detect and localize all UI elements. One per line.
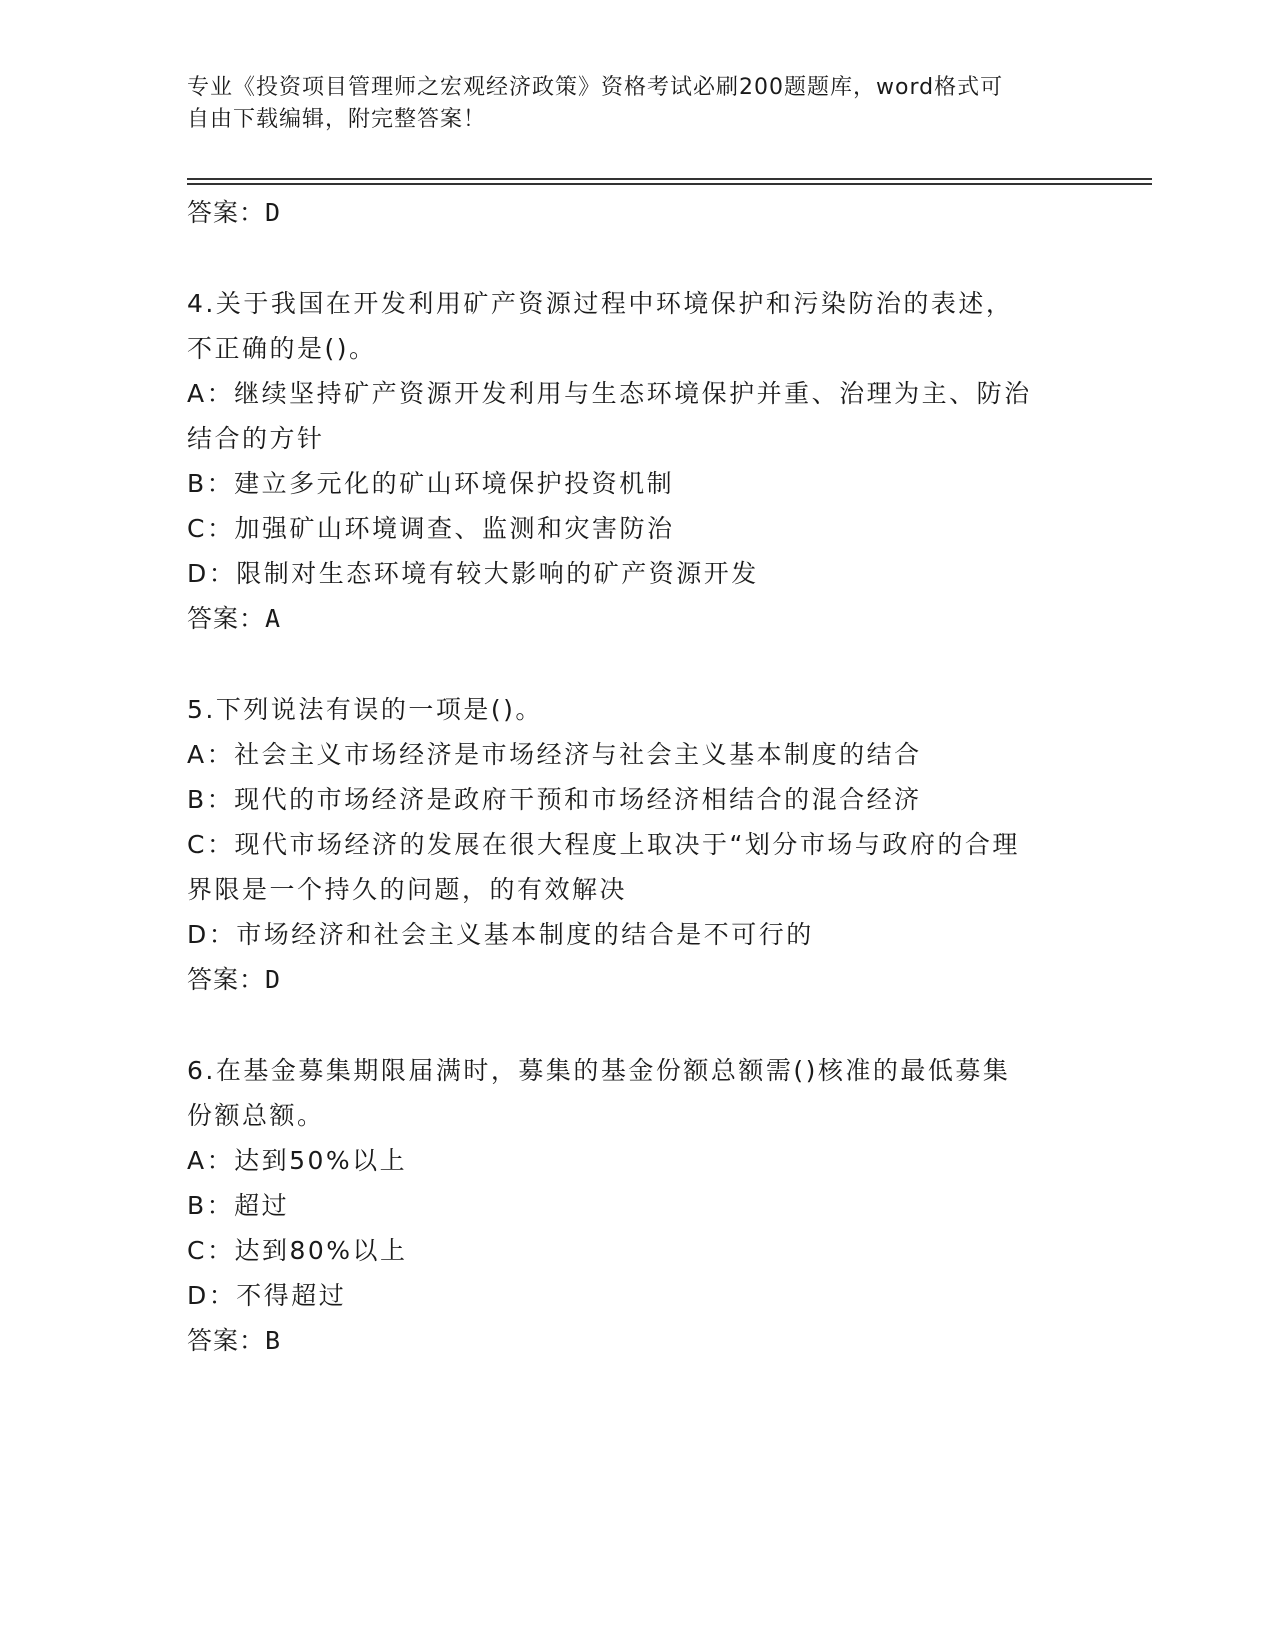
question-stem: 5.下列说法有误的一项是()。: [187, 695, 543, 724]
option-a-continued: 结合的方针: [187, 424, 325, 453]
question-stem: 4.关于我国在开发利用矿产资源过程中环境保护和污染防治的表述，: [187, 289, 1014, 318]
option-d: D：市场经济和社会主义基本制度的结合是不可行的: [187, 920, 814, 949]
question-stem: 份额总额。: [187, 1101, 325, 1130]
option-b: B：超过: [187, 1191, 290, 1220]
answer: 答案：B: [187, 1326, 282, 1355]
question-block: [187, 1048, 1087, 1363]
header-divider-top: [187, 178, 1152, 180]
option-c-continued: 界限是一个持久的问题，的有效解决: [187, 875, 628, 904]
header-line-1: 专业《投资项目管理师之宏观经济政策》资格考试必刷200题题库，word格式可: [187, 75, 1004, 100]
question-stem: 不正确的是()。: [187, 334, 377, 363]
question-list: [187, 190, 1087, 1363]
document-header: [187, 72, 1067, 136]
option-d: D：限制对生态环境有较大影响的矿产资源开发: [187, 559, 759, 588]
option-a: A：社会主义市场经济是市场经济与社会主义基本制度的结合: [187, 740, 922, 769]
option-c: C：现代市场经济的发展在很大程度上取决于“划分市场与政府的合理: [187, 830, 1020, 859]
previous-answer: 答案：D: [187, 198, 282, 227]
option-a: A：达到50%以上: [187, 1146, 408, 1175]
header-divider-bottom: [187, 183, 1152, 185]
question-stem: 6.在基金募集期限届满时，募集的基金份额总额需()核准的最低募集: [187, 1056, 1011, 1085]
answer: 答案：D: [187, 965, 282, 994]
header-line-2: 自由下载编辑，附完整答案！: [187, 107, 487, 132]
option-b: B：建立多元化的矿山环境保护投资机制: [187, 469, 675, 498]
option-b: B：现代的市场经济是政府干预和市场经济相结合的混合经济: [187, 785, 922, 814]
question-block: [187, 687, 1087, 1002]
question-block: [187, 281, 1087, 641]
option-c: C：加强矿山环境调查、监测和灾害防治: [187, 514, 675, 543]
option-d: D：不得超过: [187, 1281, 347, 1310]
option-c: C：达到80%以上: [187, 1236, 408, 1265]
answer: 答案：A: [187, 604, 282, 633]
option-a: A：继续坚持矿产资源开发利用与生态环境保护并重、治理为主、防治: [187, 379, 1032, 408]
